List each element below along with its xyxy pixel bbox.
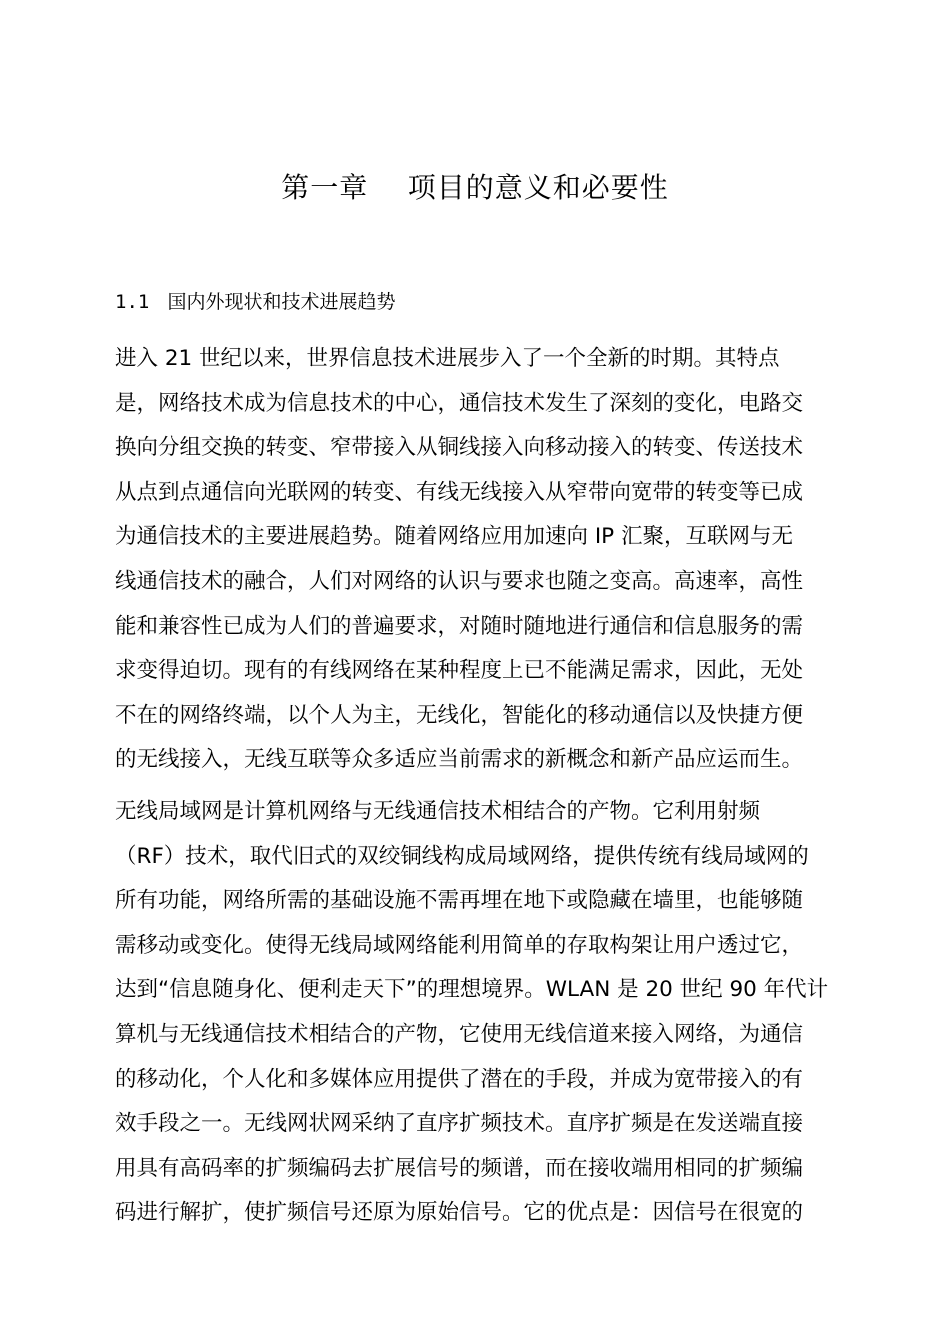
paragraph-line: 从点到点通信向光联网的转变、有线无线接入从窄带向宽带的转变等已成 xyxy=(115,479,804,505)
chapter-title: 第一章 项目的意义和必要性 xyxy=(281,171,669,204)
paragraph-line: 进入 21 世纪以来，世界信息技术进展步入了一个全新的时期。其特点 xyxy=(115,346,780,371)
paragraph-line: （RF）技术，取代旧式的双绞铜线构成局域网络，提供传统有线局域网的 xyxy=(115,843,809,869)
paragraph-line: 线通信技术的融合，人们对网络的认识与要求也随之变高。高速率，高性 xyxy=(115,568,804,594)
paragraph-line: 换向分组交换的转变、窄带接入从铜线接入向移动接入的转变、传送技术 xyxy=(115,435,804,461)
paragraph-line: 所有功能，网络所需的基础设施不需再埋在地下或隐藏在墙里，也能够随 xyxy=(115,888,804,914)
paragraph-line: 无线局域网是计算机网络与无线通信技术相结合的产物。它利用射频 xyxy=(115,799,761,824)
section-number: 1.1 xyxy=(115,291,150,313)
paragraph-line: 用具有高码率的扩频编码去扩展信号的频谱，而在接收端用相同的扩频编 xyxy=(115,1155,804,1181)
paragraph-line: 的移动化，个人化和多媒体应用提供了潜在的手段，并成为宽带接入的有 xyxy=(115,1066,804,1092)
paragraph-line: 算机与无线通信技术相结合的产物，它使用无线信道来接入网络，为通信 xyxy=(115,1021,804,1047)
paragraph-line: 能和兼容性已成为人们的普遍要求，对随时随地进行通信和信息服务的需 xyxy=(115,613,804,639)
paragraph-line: 为通信技术的主要进展趋势。随着网络应用加速向 IP 汇聚，互联网与无 xyxy=(115,524,793,550)
paragraph-line: 码进行解扩，使扩频信号还原为原始信号。它的优点是：因信号在很宽的 xyxy=(115,1200,804,1226)
section-title: 国内外现状和技术进展趋势 xyxy=(167,291,396,313)
paragraph-line: 效手段之一。无线网状网采纳了直序扩频技术。直序扩频是在发送端直接 xyxy=(115,1111,804,1137)
section-heading xyxy=(115,285,395,319)
paragraph-2 xyxy=(115,790,835,1236)
paragraph-line: 是，网络技术成为信息技术的中心，通信技术发生了深刻的变化，电路交 xyxy=(115,390,804,416)
paragraph-line: 达到“信息随身化、便利走天下”的理想境界。WLAN 是 20 世纪 90 年代计 xyxy=(115,977,829,1003)
paragraph-line: 求变得迫切。现有的有线网络在某种程度上已不能满足需求，因此，无处 xyxy=(115,658,804,684)
paragraph-line: 不在的网络终端，以个人为主，无线化，智能化的移动通信以及快捷方便 xyxy=(115,702,804,728)
paragraph-1 xyxy=(115,337,835,783)
paragraph-line: 的无线接入，无线互联等众多适应当前需求的新概念和新产品应运而生。 xyxy=(115,747,804,773)
paragraph-line: 需移动或变化。使得无线局域网络能利用简单的存取构架让用户透过它， xyxy=(115,932,804,958)
